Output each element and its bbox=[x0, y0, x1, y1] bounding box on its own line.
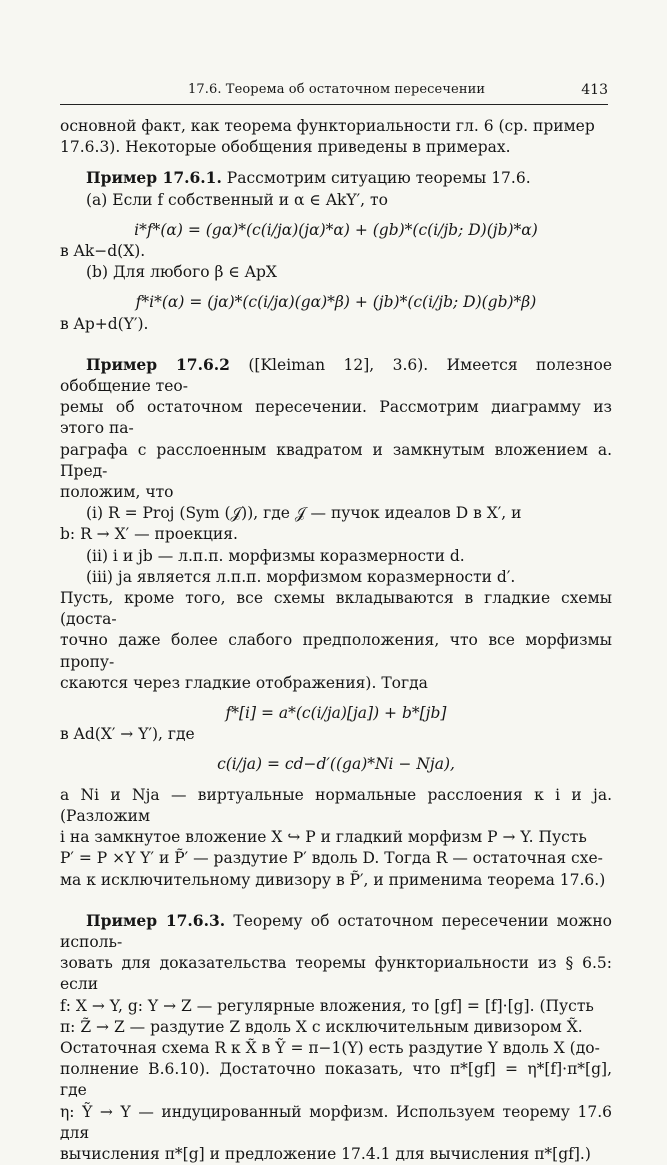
text-line: в Ak−d(X). bbox=[60, 242, 146, 261]
text-line: (i) R = Proj (Sym (𝒥)), где 𝒥 — пучок идеалов D в X′, и bbox=[86, 504, 522, 523]
text-line: основной факт, как теорема функториальности гл. 6 (ср. пример bbox=[60, 117, 595, 135]
example-text: Рассмотрим ситуацию теоремы 17.6. bbox=[221, 169, 531, 188]
example-text: ([Kleiman 12], 3.6). Имеется полезное обобщение тео- bbox=[60, 355, 612, 396]
text-line: Остаточная схема R к X̃ в Ỹ = π−1(Y) есть раздутие Y вдоль X (до- bbox=[60, 1038, 600, 1057]
text-line: P′ = P ×Y Y′ и P̃′ — раздутие P′ вдоль D. Тогда R — остаточная схе- bbox=[60, 849, 603, 868]
formula: f*[i] = a*(c(i/ja)[ja]) + b*[jb] bbox=[225, 704, 447, 723]
formula: i*f*(α) = (gα)*(c(i/jα)(jα)*α) + (gb)*(c(i/jb; D)(jb)*α) bbox=[134, 220, 538, 239]
text-line: (b) Для любого β ∈ ApX bbox=[86, 263, 277, 282]
text-line: раграфа с расслоенным квадратом и замкнутым вложением a. Пред- bbox=[60, 440, 612, 480]
text-line: (ii) i и jb — л.п.п. морфизмы коразмерности d. bbox=[86, 546, 465, 565]
text-line: Пусть, кроме того, все схемы вкладываются в гладкие схемы (доста- bbox=[60, 589, 612, 629]
formula: f*i*(α) = (jα)*(c(i/jα)(gα)*β) + (jb)*(c(i/jb; D)(gb)*β) bbox=[135, 293, 537, 312]
text-line: положим, что bbox=[60, 483, 174, 502]
example-text: Теорему об остаточном пересечении можно исполь- bbox=[60, 911, 612, 951]
text-line: i на замкнутое вложение X ↪ P и гладкий морфизм P → Y. Пусть bbox=[60, 828, 587, 847]
text-line: (a) Если f собственный и α ∈ AkY′, то bbox=[86, 190, 388, 209]
page-body bbox=[60, 116, 612, 1165]
text-line: точно даже более слабого предположения, что все морфизмы пропу- bbox=[60, 631, 612, 671]
running-title: 17.6. Теорема об остаточном пересечении bbox=[188, 82, 486, 97]
example-title: Пример 17.6.1. bbox=[86, 168, 222, 188]
page-header bbox=[60, 80, 608, 105]
text-line: b: R → X′ — проекция. bbox=[60, 525, 238, 544]
text-line: η: Ỹ → Y — индуцированный морфизм. Используем теорему 17.6 для bbox=[60, 1102, 612, 1142]
text-line: скаются через гладкие отображения). Тогда bbox=[60, 673, 428, 692]
text-line: (iii) ja является л.п.п. морфизмом коразмерности d′. bbox=[86, 567, 516, 586]
text-line: а Ni и Nja — виртуальные нормальные расслоения к i и ja. (Разложим bbox=[60, 785, 612, 825]
example-17-6-1 bbox=[60, 167, 612, 189]
text-line: f: X → Y, g: Y → Z — регулярные вложения, то [gf] = [f]·[g]. (Пусть bbox=[60, 996, 594, 1015]
text-line: полнение B.6.10). Достаточно показать, что π*[gf] = η*[f]·π*[g], где bbox=[60, 1060, 612, 1100]
text-line: ремы об остаточном пересечении. Рассмотрим диаграмму из этого па- bbox=[60, 398, 612, 438]
example-title: Пример 17.6.3. bbox=[86, 910, 226, 930]
page-number: 413 bbox=[581, 82, 608, 98]
text-line: зовать для доказательства теоремы функториальности из § 6.5: если bbox=[60, 954, 612, 994]
text-line: вычисления π*[g] и предложение 17.4.1 для вычисления π*[gf].) bbox=[60, 1144, 591, 1163]
example-17-6-2 bbox=[60, 354, 612, 397]
text-line: π: Z̃ → Z — раздутие Z вдоль X с исключительным дивизором X̃. bbox=[60, 1017, 583, 1036]
text-line: в Ap+d(Y′). bbox=[60, 314, 149, 333]
example-title: Пример 17.6.2 bbox=[86, 354, 230, 374]
example-17-6-3 bbox=[60, 910, 612, 953]
text-line: ма к исключительному дивизору в P̃′, и применима теорема 17.6.) bbox=[60, 870, 606, 889]
formula: c(i/ja) = cd−d′((ga)*Ni − Nja), bbox=[217, 755, 455, 774]
text-line: в Ad(X′ → Y′), где bbox=[60, 725, 195, 744]
text-line: 17.6.3). Некоторые обобщения приведены в примерах. bbox=[60, 138, 511, 157]
